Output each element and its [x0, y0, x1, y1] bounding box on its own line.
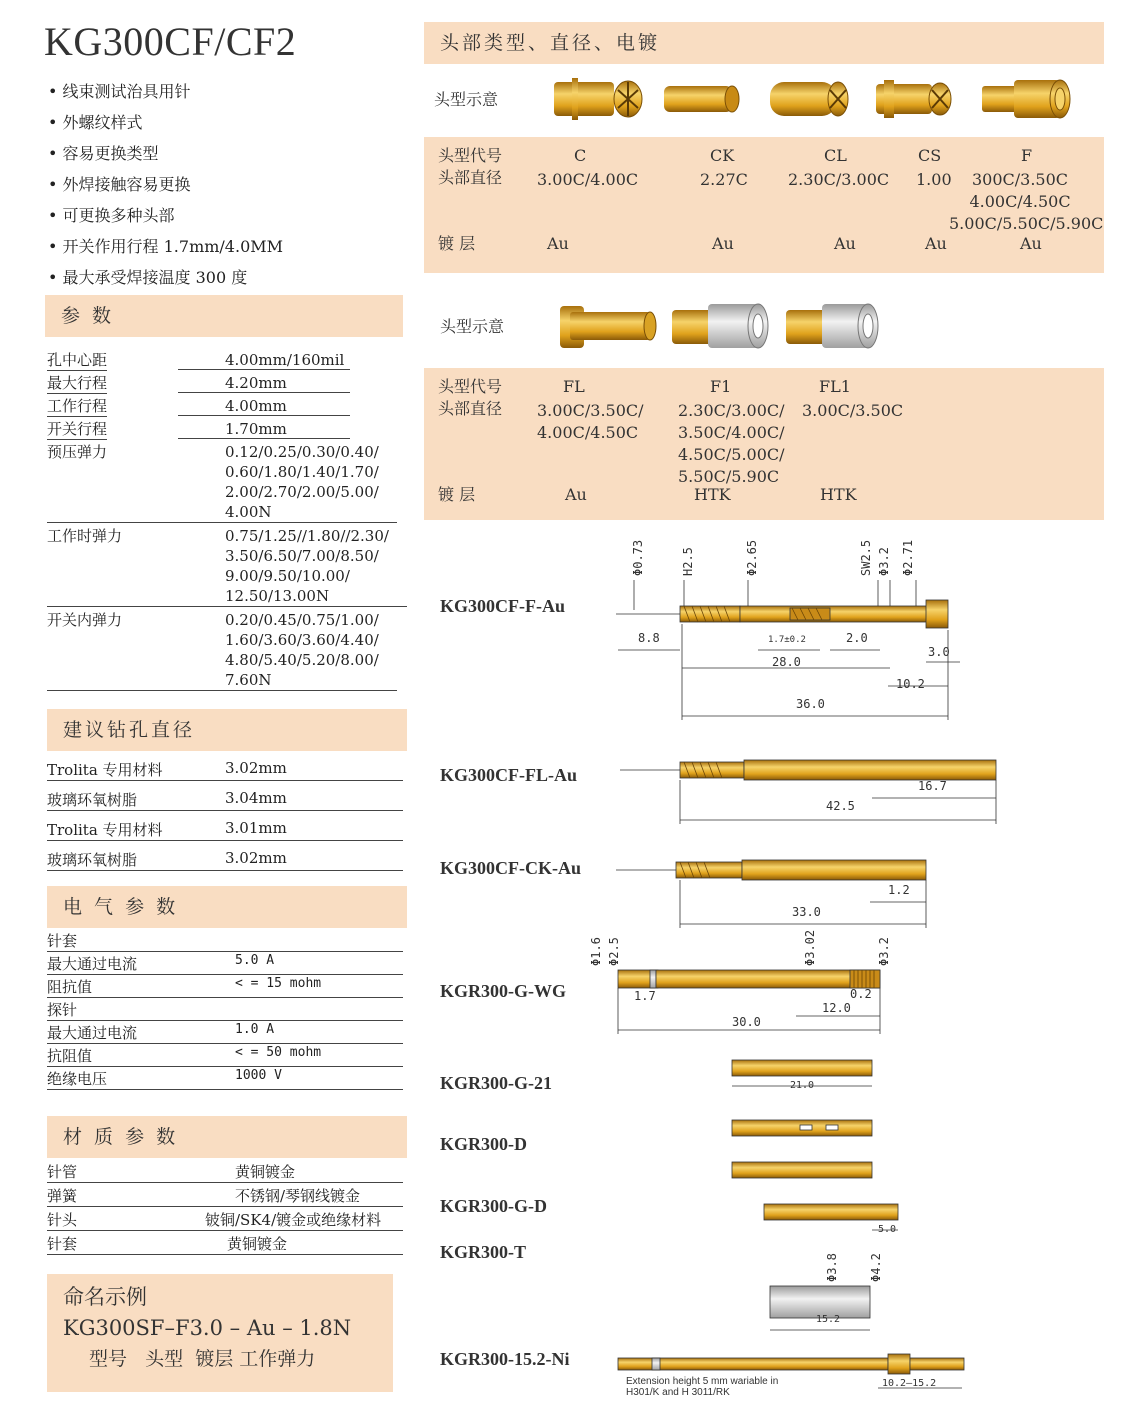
dim-label: 15.2 — [816, 1314, 841, 1325]
naming-title: 命名示例 — [63, 1285, 147, 1309]
feature-item: • 最大承受焊接温度 300 度 — [48, 262, 408, 293]
param-value: 4.20mm — [225, 374, 287, 392]
head-cs-icon — [876, 80, 951, 118]
head-plating: Au — [712, 234, 734, 253]
electrical-row — [47, 975, 403, 998]
naming-example — [47, 1274, 393, 1392]
head-diameter: 2.30C/3.00C — [788, 170, 890, 189]
material-row — [47, 1232, 403, 1255]
dim-label: 3.0 — [928, 645, 950, 659]
head-plating: Au — [834, 234, 856, 253]
dim-label: 30.0 — [732, 1015, 761, 1029]
sleeve-d-drawing — [732, 1120, 872, 1136]
head-code: C — [574, 146, 587, 165]
part-name: KGR300-G-D — [440, 1196, 547, 1216]
electrical-key: 阻抗值 — [47, 978, 93, 996]
feature-item: • 开关作用行程 1.7mm/4.0MM — [48, 231, 408, 262]
drill-key: 玻璃环氧树脂 — [47, 791, 138, 809]
param-value: 1.70mm — [225, 420, 287, 438]
part-name: KGR300-T — [440, 1242, 527, 1262]
plating-label: 镀 层 — [438, 234, 476, 253]
divider — [178, 392, 350, 393]
param-value: 0.20/0.45/0.75/1.00/ 1.60/3.60/3.60/4.40/ 4.80/5.40/5.20/8.00/ 7.60N — [225, 611, 379, 689]
probe-f-drawing — [616, 600, 948, 628]
param-value: 0.75/1.25//1.80//2.30/ 3.50/6.50/7.00/8.50/ 9.00/9.50/10.00/ 12.50/13.00N — [225, 527, 389, 605]
divider — [178, 369, 350, 370]
row-labels: 头型代号 头部直径 — [438, 377, 503, 418]
param-row — [47, 419, 397, 439]
head-code: CS — [918, 146, 942, 165]
dim-label: 42.5 — [826, 799, 855, 813]
dim-label: Φ1.6 — [589, 937, 603, 966]
param-key: 工作行程 — [47, 397, 108, 415]
head-table-1 — [424, 137, 1104, 273]
material-value: 黄铜镀金 — [235, 1163, 296, 1181]
probe-ck-drawing — [616, 860, 926, 928]
divider — [178, 438, 350, 439]
dimension-lines-f — [618, 580, 960, 720]
dim-label: 5.0 — [878, 1224, 897, 1235]
feature-item: • 可更换多种头部 — [48, 200, 408, 231]
dimension-labels — [589, 540, 950, 1389]
dim-label: H2.5 — [681, 547, 695, 576]
material-row — [47, 1160, 403, 1183]
dim-label: Φ3.2 — [877, 937, 891, 966]
param-key: 预压弹力 — [47, 443, 108, 461]
head-shapes-row2 — [550, 294, 890, 358]
drill-value: 3.02mm — [225, 759, 287, 777]
diagram-label: 头型示意 — [434, 90, 499, 109]
head-diameter: 3.00C/4.00C — [537, 170, 639, 189]
electrical-value: < = 15 mohm — [235, 976, 322, 991]
param-value: 4.00mm — [225, 397, 287, 415]
head-code: CK — [710, 146, 735, 165]
param-key: 工作时弹力 — [47, 527, 123, 545]
head-plating: HTK — [820, 485, 857, 504]
electrical-key: 绝缘电压 — [47, 1070, 108, 1088]
head-code: CL — [824, 146, 847, 165]
dim-label: 8.8 — [638, 631, 660, 645]
param-key: 开关行程 — [47, 420, 108, 438]
drill-value: 3.01mm — [225, 819, 287, 837]
dim-label: 16.7 — [918, 779, 947, 793]
electrical-row — [47, 929, 403, 952]
param-key: 最大行程 — [47, 374, 108, 392]
plating-label: 镀 层 — [438, 485, 476, 504]
part-name: KG300CF-F-Au — [440, 596, 565, 616]
electrical-value: 5.0 A — [235, 953, 275, 968]
dim-label: 12.0 — [822, 1001, 851, 1015]
param-row — [47, 610, 397, 690]
electrical-key: 抗阻值 — [47, 1047, 93, 1065]
electrical-value: < = 50 mohm — [235, 1045, 322, 1060]
drill-row — [47, 818, 403, 841]
material-value: 不锈钢/琴钢线镀金 — [235, 1187, 361, 1205]
row-labels: 头型代号 头部直径 — [438, 146, 503, 187]
part-name: KGR300-D — [440, 1134, 527, 1154]
part-name: KGR300-15.2-Ni — [440, 1349, 570, 1369]
param-value: 4.00mm/160mil — [225, 351, 345, 369]
part-name: KG300CF-FL-Au — [440, 765, 577, 785]
heads-header: 头部类型、直径、电镀 — [424, 22, 1104, 64]
material-row — [47, 1208, 403, 1231]
naming-code: KG300SF–F3.0 – Au – 1.8N — [63, 1316, 352, 1340]
param-row — [47, 373, 397, 393]
dim-label: 10.2 — [896, 677, 925, 691]
material-value: 铍铜/SK4/镀金或绝缘材料 — [205, 1211, 382, 1229]
material-key: 弹簧 — [47, 1187, 78, 1205]
diagram-label-2: 头型示意 — [440, 317, 505, 336]
drill-header: 建议钻孔直径 — [47, 709, 407, 751]
param-value: 0.12/0.25/0.30/0.40/ 0.60/1.80/1.40/1.70/ 2.00/2.70/2.00/5.00/ 4.00N — [225, 443, 379, 521]
electrical-row — [47, 952, 403, 975]
head-plating: Au — [925, 234, 947, 253]
drill-value: 3.04mm — [225, 789, 287, 807]
material-key: 针头 — [47, 1211, 78, 1229]
head-diameter: 2.30C/3.00C/ 3.50C/4.00C/ 4.50C/5.00C/ 5.50C/5.90C — [678, 401, 785, 486]
electrical-key: 最大通过电流 — [47, 1024, 138, 1042]
head-fl-icon — [560, 306, 656, 348]
dim-label: 2.0 — [846, 631, 868, 645]
electrical-header: 电 气 参 数 — [47, 886, 407, 928]
head-ck-icon — [664, 86, 739, 112]
electrical-row — [47, 1067, 403, 1090]
head-plating: Au — [565, 485, 587, 504]
dim-label: 33.0 — [792, 905, 821, 919]
material-key: 针套 — [47, 1235, 78, 1253]
dim-label: 36.0 — [796, 697, 825, 711]
head-code: FL — [563, 377, 585, 396]
divider — [47, 522, 397, 523]
dim-label: Φ2.65 — [745, 539, 759, 576]
electrical-key: 探针 — [47, 1001, 78, 1019]
extension-note: Extension height 5 mm wariable in H301/K and H 3011/RK — [626, 1376, 779, 1398]
head-plating: Au — [1020, 234, 1042, 253]
dim-label: 21.0 — [790, 1080, 815, 1091]
part-name: KGR300-G-WG — [440, 981, 566, 1001]
dim-label: 1.7 — [634, 989, 656, 1003]
dim-label: 0.2 — [850, 987, 872, 1001]
head-code: FL1 — [819, 377, 851, 396]
drill-key: Trolita 专用材料 — [47, 821, 163, 839]
material-row — [47, 1184, 403, 1207]
feature-item: • 容易更换类型 — [48, 138, 408, 169]
head-diameter: 300C/3.50C 4.00C/4.50C 5.00C/5.50C/5.90C — [949, 170, 1104, 233]
dim-label: Φ2.5 — [607, 937, 621, 966]
feature-list — [48, 76, 408, 293]
dim-label: SW2.5 — [859, 539, 873, 576]
param-row — [47, 442, 397, 522]
dim-label: Φ2.71 — [901, 539, 915, 576]
drill-value: 3.02mm — [225, 849, 287, 867]
head-f1-icon — [672, 304, 768, 348]
material-value: 黄铜镀金 — [227, 1235, 288, 1253]
param-key: 开关内弹力 — [47, 611, 123, 629]
param-row — [47, 396, 397, 416]
head-fl1-icon — [786, 304, 878, 348]
feature-item: • 外螺纹样式 — [48, 107, 408, 138]
drill-row — [47, 848, 403, 871]
sleeve-gd-drawing — [732, 1162, 898, 1230]
head-diameter: 3.00C/3.50C — [802, 401, 904, 420]
divider — [178, 415, 350, 416]
head-plating: HTK — [694, 485, 731, 504]
electrical-key: 针套 — [47, 932, 78, 950]
head-f-icon — [982, 80, 1070, 118]
electrical-value: 1.0 A — [235, 1022, 275, 1037]
head-diameter: 2.27C — [700, 170, 748, 189]
dim-label: 1.2 — [888, 883, 910, 897]
param-row — [47, 526, 397, 606]
head-diameter: 1.00 — [916, 170, 952, 189]
param-row — [47, 350, 397, 370]
electrical-key: 最大通过电流 — [47, 955, 138, 973]
drill-row — [47, 758, 403, 781]
head-diameter: 3.00C/3.50C/ 4.00C/4.50C — [537, 401, 644, 442]
dim-label: 10.2–15.2 — [882, 1378, 937, 1389]
head-plating: Au — [547, 234, 569, 253]
naming-legend: 型号 头型 镀层 工作弹力 — [83, 1348, 316, 1370]
drill-row — [47, 788, 403, 811]
dim-label: Φ3.02 — [803, 929, 817, 966]
head-table-2 — [424, 368, 1104, 520]
part-name: KGR300-G-21 — [440, 1073, 552, 1093]
electrical-value: 1000 V — [235, 1068, 282, 1083]
electrical-row — [47, 1021, 403, 1044]
feature-item: • 线束测试治具用针 — [48, 76, 408, 107]
drill-key: Trolita 专用材料 — [47, 761, 163, 779]
head-shapes-row1 — [540, 70, 1100, 132]
material-header: 材 质 参 数 — [47, 1116, 407, 1158]
head-code: F — [1021, 146, 1033, 165]
divider — [47, 606, 407, 607]
dim-label: Φ3.2 — [877, 547, 891, 576]
drill-key: 玻璃环氧树脂 — [47, 851, 138, 869]
head-c-icon — [554, 78, 642, 120]
feature-item: • 外焊接触容易更换 — [48, 169, 408, 200]
dim-label: Φ3.8 — [825, 1253, 839, 1282]
electrical-row — [47, 1044, 403, 1067]
dim-label: Φ4.2 — [869, 1253, 883, 1282]
dim-label: 28.0 — [772, 655, 801, 669]
part-name: KG300CF-CK-Au — [440, 858, 581, 878]
electrical-row — [47, 998, 403, 1021]
param-key: 孔中心距 — [47, 351, 108, 369]
dim-label: Φ0.73 — [631, 539, 645, 576]
head-code: F1 — [710, 377, 732, 396]
product-title: KG300CF/CF2 — [44, 19, 297, 64]
material-key: 针管 — [47, 1163, 78, 1181]
params-header: 参 数 — [45, 295, 403, 337]
divider — [47, 690, 397, 691]
dim-label: 1.7±0.2 — [768, 635, 806, 645]
technical-drawings — [589, 539, 1100, 1420]
head-cl-icon — [770, 82, 848, 116]
